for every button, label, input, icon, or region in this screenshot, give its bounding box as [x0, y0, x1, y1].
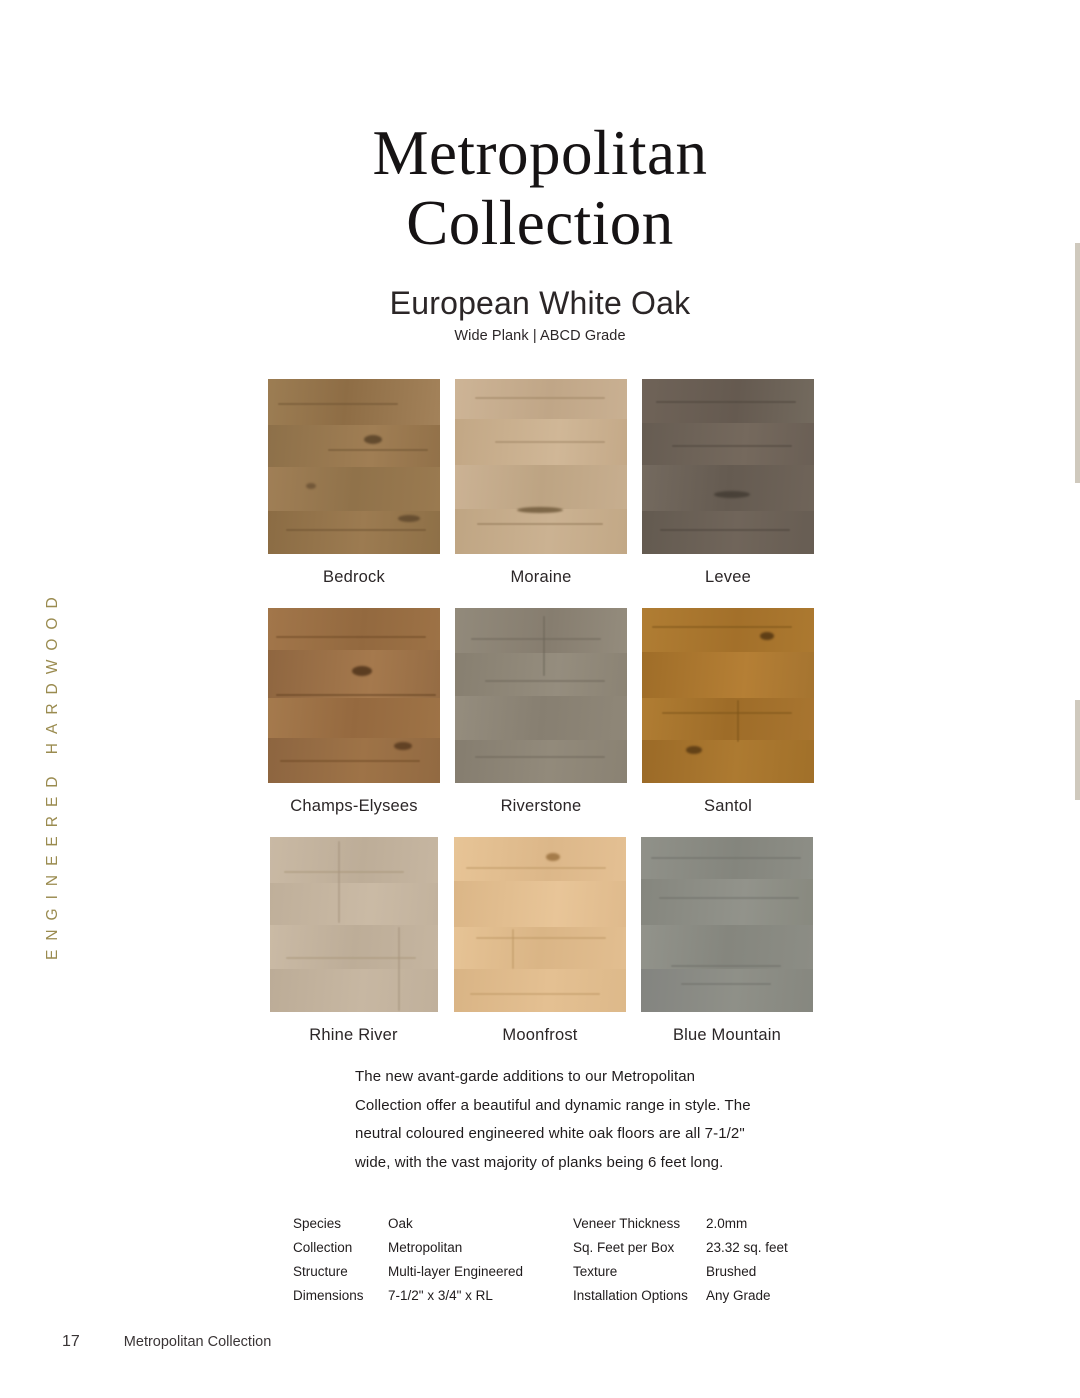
spec-value: Multi-layer Engineered — [388, 1264, 524, 1279]
page-title-line-1: Metropolitan — [372, 118, 708, 188]
page-subtitle: European White Oak — [389, 285, 691, 321]
page-title-line-2: Collection — [406, 188, 674, 258]
swatch-image-moraine — [455, 379, 627, 554]
spec-value: 2.0mm — [706, 1216, 748, 1231]
spec-value: Oak — [388, 1216, 413, 1231]
swatch-label: Rhine River — [309, 1026, 398, 1044]
swatch-cell-levee[interactable] — [642, 379, 814, 603]
swatch-image-bedrock — [268, 379, 440, 554]
swatch-image-blue-mountain — [641, 837, 813, 1012]
swatch-image-riverstone — [455, 608, 627, 783]
swatch-cell-riverstone[interactable] — [455, 608, 627, 832]
spec-key: Installation Options — [573, 1288, 688, 1303]
section-side-label: ENGINEERED HARDWOOD — [44, 588, 61, 960]
page-footer — [62, 1333, 271, 1351]
swatch-label: Santol — [704, 797, 752, 815]
spec-value: Any Grade — [706, 1288, 771, 1303]
swatch-image-rhine-river — [270, 837, 438, 1012]
page-subsubtitle: Wide Plank | ABCD Grade — [454, 328, 626, 344]
spec-key: Structure — [293, 1264, 348, 1279]
swatch-cell-rhine-river[interactable] — [268, 837, 439, 1061]
swatch-row — [268, 608, 813, 832]
swatch-label: Bedrock — [323, 568, 385, 586]
swatch-cell-blue-mountain[interactable] — [641, 837, 813, 1061]
spec-key: Texture — [573, 1264, 618, 1279]
spec-key: Sq. Feet per Box — [573, 1240, 675, 1255]
table-row — [293, 1212, 813, 1236]
page-edge-artifact-bottom — [1075, 700, 1080, 800]
spec-value: Metropolitan — [388, 1240, 463, 1255]
swatch-row — [268, 379, 813, 603]
spec-key: Dimensions — [293, 1288, 364, 1303]
table-row — [293, 1284, 813, 1308]
swatch-label: Riverstone — [500, 797, 582, 815]
swatch-cell-bedrock[interactable] — [268, 379, 440, 603]
swatch-cell-moraine[interactable] — [455, 379, 627, 603]
spec-value: 23.32 sq. feet — [706, 1240, 788, 1255]
swatch-cell-champs-elysees[interactable] — [268, 608, 440, 832]
spec-value: 7-1/2" x 3/4" x RL — [388, 1288, 493, 1303]
table-row — [293, 1236, 813, 1260]
swatch-image-champs-elysees — [268, 608, 440, 783]
swatch-row — [268, 837, 813, 1061]
table-row — [293, 1260, 813, 1284]
swatch-label: Moonfrost — [502, 1026, 578, 1044]
swatch-label: Blue Mountain — [672, 1026, 782, 1044]
swatch-image-levee — [642, 379, 814, 554]
swatch-label: Moraine — [510, 568, 572, 586]
footer-label: Metropolitan Collection — [123, 1334, 272, 1350]
spec-key: Veneer Thickness — [573, 1216, 681, 1231]
swatch-image-santol — [642, 608, 814, 783]
page-header — [0, 118, 1080, 344]
page-title — [0, 118, 1080, 258]
swatch-cell-santol[interactable] — [642, 608, 814, 832]
spec-table — [293, 1212, 813, 1308]
page-number: 17 — [62, 1333, 80, 1350]
swatch-cell-moonfrost[interactable] — [454, 837, 626, 1061]
spec-key: Collection — [293, 1240, 353, 1255]
swatch-label: Champs-Elysees — [290, 797, 418, 815]
spec-key: Species — [293, 1216, 342, 1231]
swatch-label: Levee — [705, 568, 751, 586]
swatch-grid — [268, 379, 813, 1066]
swatch-image-moonfrost — [454, 837, 626, 1012]
description-paragraph: The new avant-garde additions to our Metropolitan Collection offer a beautiful and dynamic range in style. The neutral coloured engineered white oak floors are all 7-1/2" wide, with the vast majority of planks being 6 feet long. — [355, 1068, 751, 1171]
spec-value: Brushed — [706, 1264, 757, 1279]
